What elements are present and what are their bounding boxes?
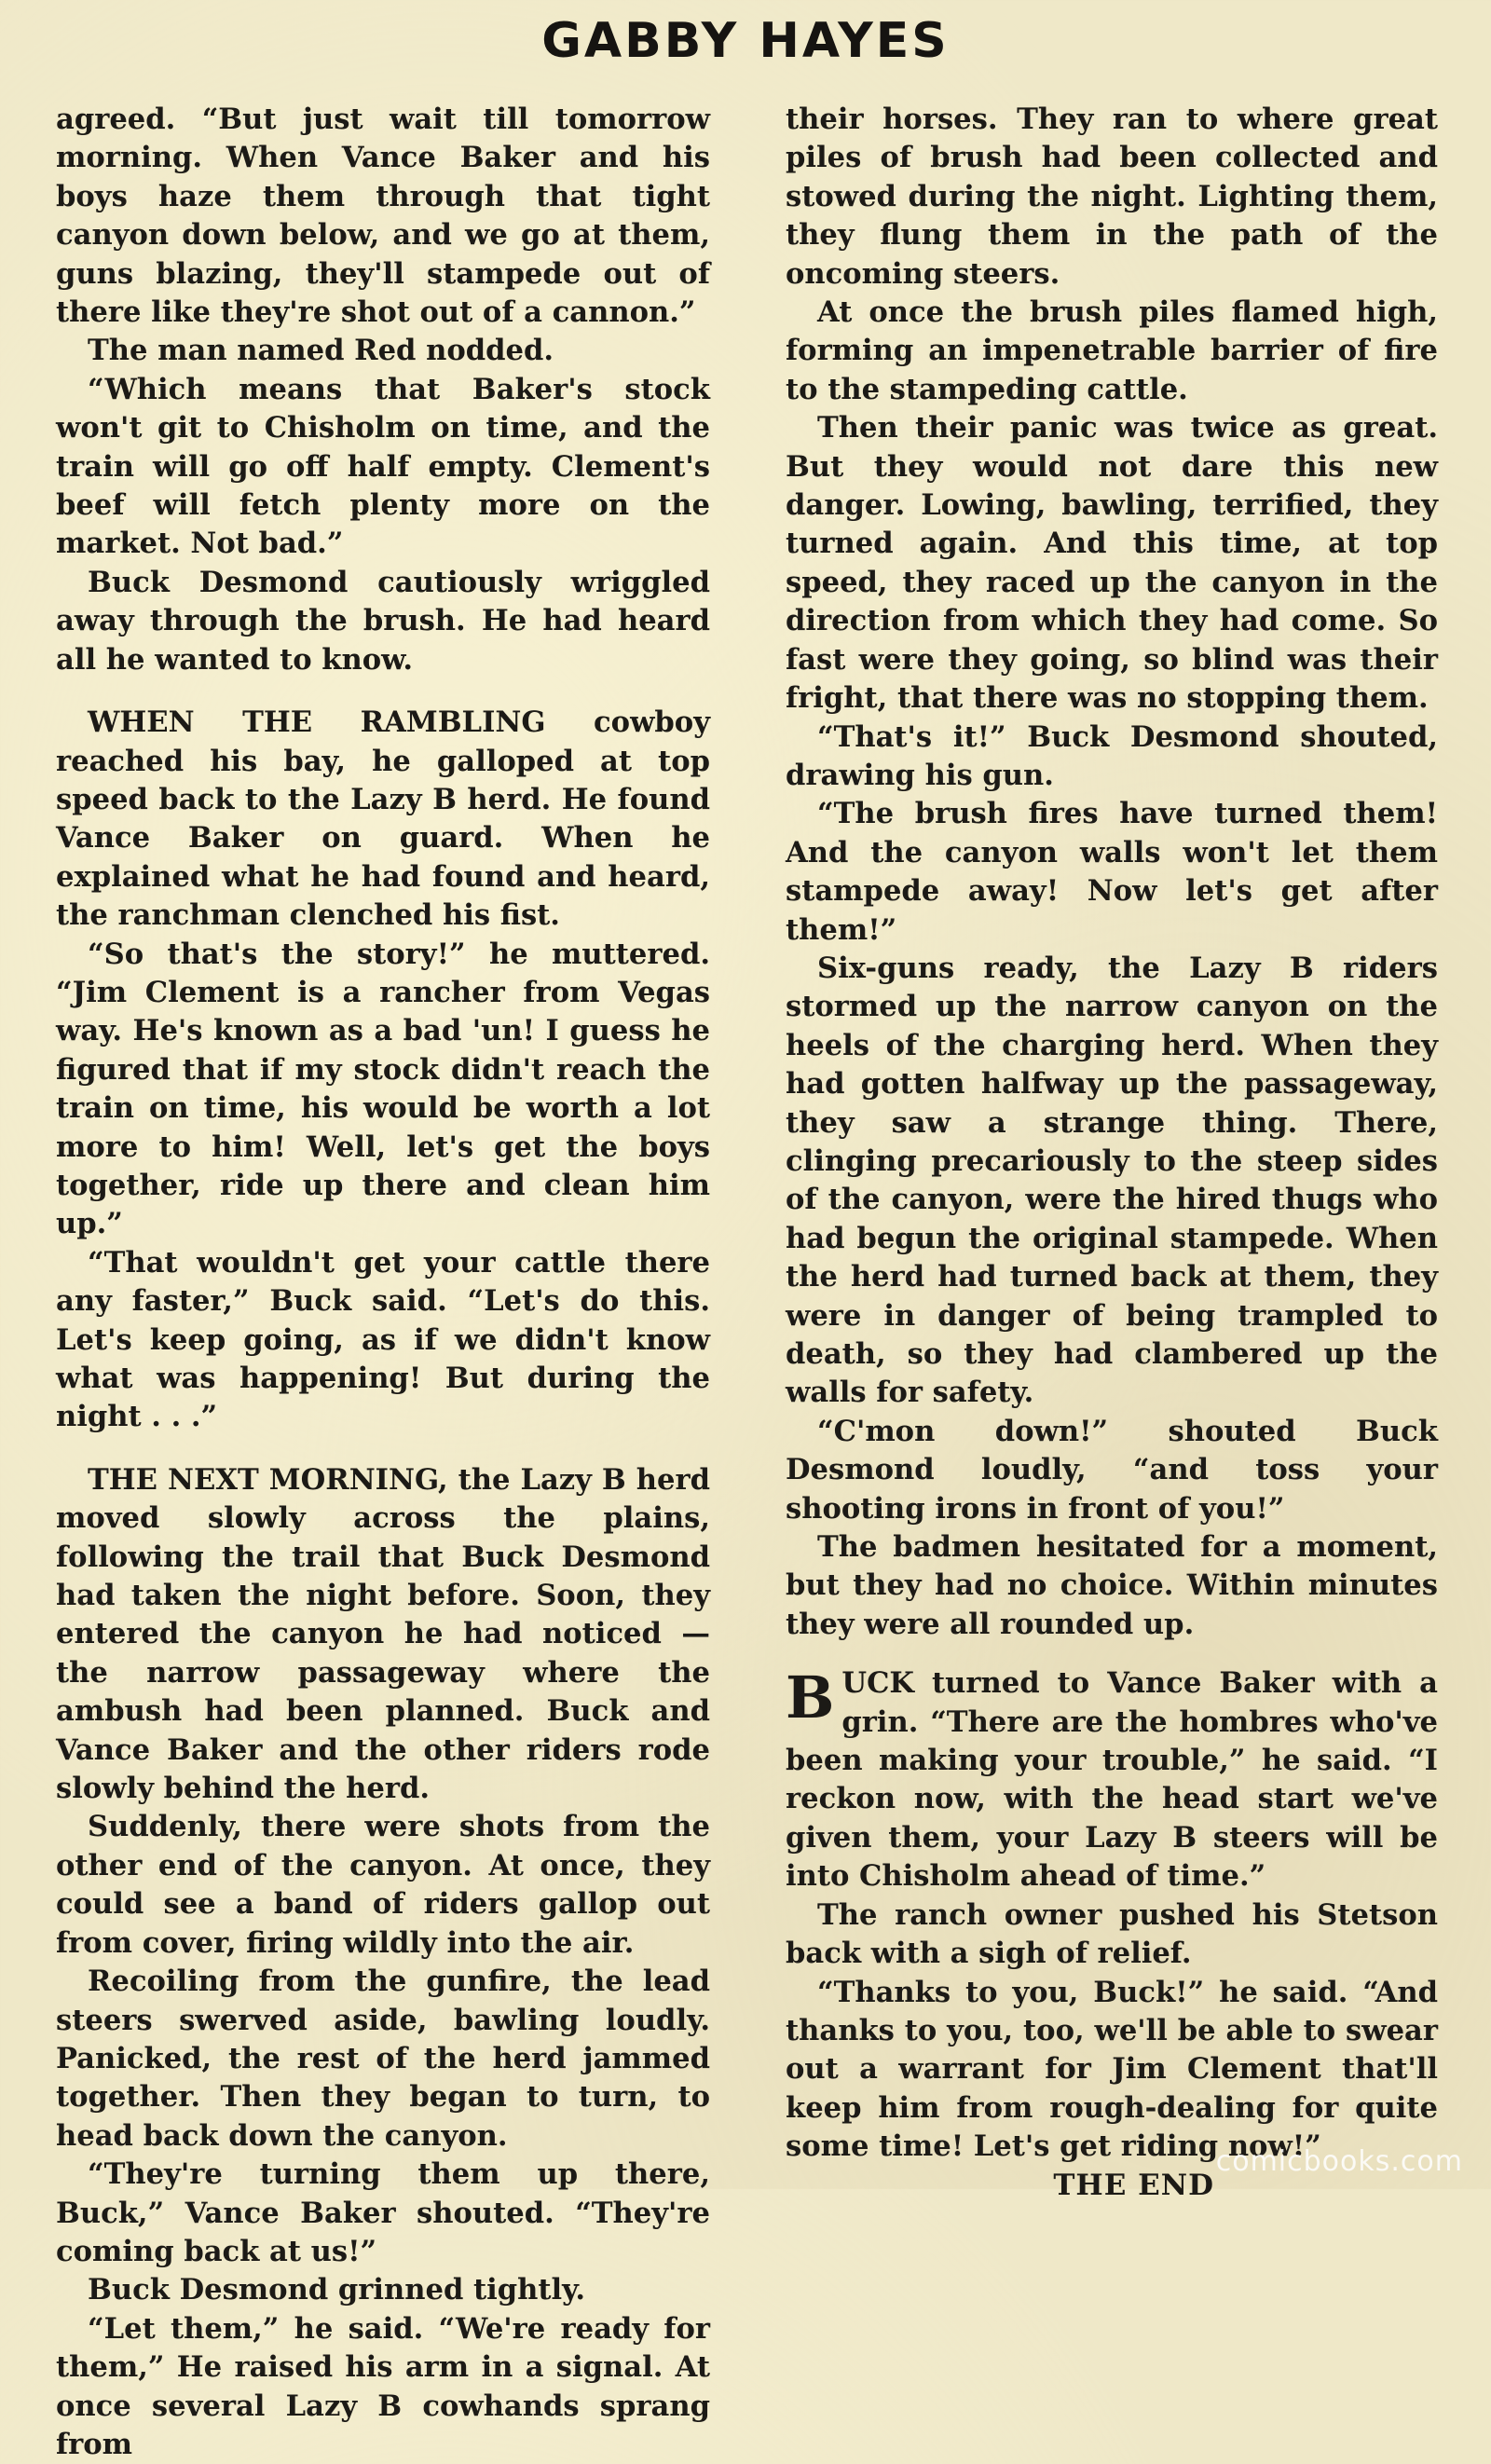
section-paragraph: WHEN THE RAMBLING cowboy reached his bay, he galloped at top speed back to the Lazy B herd. He found Vance Baker on guard. When he explained what he had found and heard, the ranchman clenched his fist.: [56, 705, 710, 933]
paragraph: “The brush fires have turned them! And the canyon walls won't let them stampede away! Now let's get after them!”: [786, 797, 1438, 947]
paragraph: “That wouldn't get your cattle there any faster,” Buck said. “Let's do this. Let's keep going, as if we didn't know what was happening! But during the night . . .”: [56, 1245, 710, 1434]
paragraph: their horses. They ran to where great piles of brush had been collected and stowed during the night. Lighting them, they flung them in the path of the oncoming steers.: [786, 103, 1438, 291]
paragraph: “C'mon down!” shouted Buck Desmond loudly, “and toss your shooting irons in front of you!”: [786, 1414, 1438, 1526]
section-paragraph: [786, 1664, 1438, 1896]
paragraph: Suddenly, there were shots from the other end of the canyon. At once, they could see a band of riders gallop out from cover, firing wildly into the air.: [56, 1810, 710, 1960]
paragraph: “They're turning them up there, Buck,” Vance Baker shouted. “They're coming back at us!”: [56, 2157, 710, 2268]
paragraph: The man named Red nodded.: [88, 334, 554, 368]
the-end: THE END: [1053, 2168, 1214, 2202]
paragraph: The ranch owner pushed his Stetson back with a sigh of relief.: [786, 1897, 1438, 1971]
paragraph: At once the brush piles flamed high, forming an impenetrable barrier of fire to the stampeding cattle.: [786, 295, 1438, 406]
paragraph: “Let them,” he said. “We're ready for them,” He raised his arm in a signal. At once several Lazy B cowhands sprang from: [56, 2311, 710, 2461]
paragraph: Buck Desmond cautiously wriggled away through the brush. He had heard all he wanted to know.: [56, 565, 710, 677]
paragraph: Then their panic was twice as great. But they would not dare this new danger. Lowing, bawling, terrified, they turned again. And this time, at top speed, they raced up the canyon in the direction from which they had come. So fast were they going, so blind was their fright, that there was no stopping them.: [786, 411, 1438, 716]
paragraph-text: UCK turned to Vance Baker with a grin. “There are the hombres who've been making your trouble,” he said. “I reckon now, with the head start we've given them, your Lazy B steers will be into Chisholm ahead of time.”: [786, 1666, 1438, 1894]
paragraph: “That's it!” Buck Desmond shouted, drawing his gun.: [786, 719, 1438, 792]
paragraph: “So that's the story!” he muttered. “Jim Clement is a rancher from Vegas way. He's known as a bad 'un! I guess he figured that if my stock didn't reach the train on time, his would be worth a lot more to him! Well, let's get the boys together, ride up there and clean him up.”: [56, 937, 710, 1241]
section-paragraph: THE NEXT MORNING, the Lazy B herd moved slowly across the plains, following the trail that Buck Desmond had taken the night before. Soon, they entered the canyon he had noticed — the narrow passageway where the ambush had been planned. Buck and Vance Baker and the other riders rode slowly behind the herd.: [56, 1462, 710, 1806]
watermark: comicbooks.com: [1215, 2145, 1463, 2178]
page-title: GABBY HAYES: [541, 13, 950, 69]
paragraph: Buck Desmond grinned tightly.: [88, 2273, 586, 2307]
paragraph: “Which means that Baker's stock won't git to Chisholm on time, and the train will go off half empty. Clement's beef will fetch plenty more on the market. Not bad.”: [56, 372, 710, 561]
right-column: [786, 101, 1438, 2205]
drop-cap: B: [786, 1663, 835, 1732]
paragraph: Six-guns ready, the Lazy B riders stormed up the narrow canyon on the heels of the charging herd. When they had gotten halfway up the passageway, they saw a strange thing. There, clinging precariously to the steep sides of the canyon, were the hired thugs who had begun the original stampede. When the herd had turned back at them, they were in danger of being trampled to death, so they had clambered up the walls for safety.: [786, 951, 1438, 1410]
left-column: [56, 101, 710, 2464]
paragraph: “Thanks to you, Buck!” he said. “And thanks to you, too, we'll be able to swear out a warrant for Jim Clement that'll keep him from rough-dealing for quite some time! Let's get riding now!”: [786, 1975, 1438, 2164]
paragraph: The badmen hesitated for a moment, but they had no choice. Within minutes they were all rounded up.: [786, 1530, 1438, 1641]
paragraph: agreed. “But just wait till tomorrow morning. When Vance Baker and his boys haze them through that tight canyon down below, and we go at them, guns blazing, they'll stampede out of there like they're shot out of a cannon.”: [56, 103, 710, 330]
paragraph: Recoiling from the gunfire, the lead steers swerved aside, bawling loudly. Panicked, the rest of the herd jammed together. Then they began to turn, to head back down the canyon.: [56, 1964, 710, 2153]
